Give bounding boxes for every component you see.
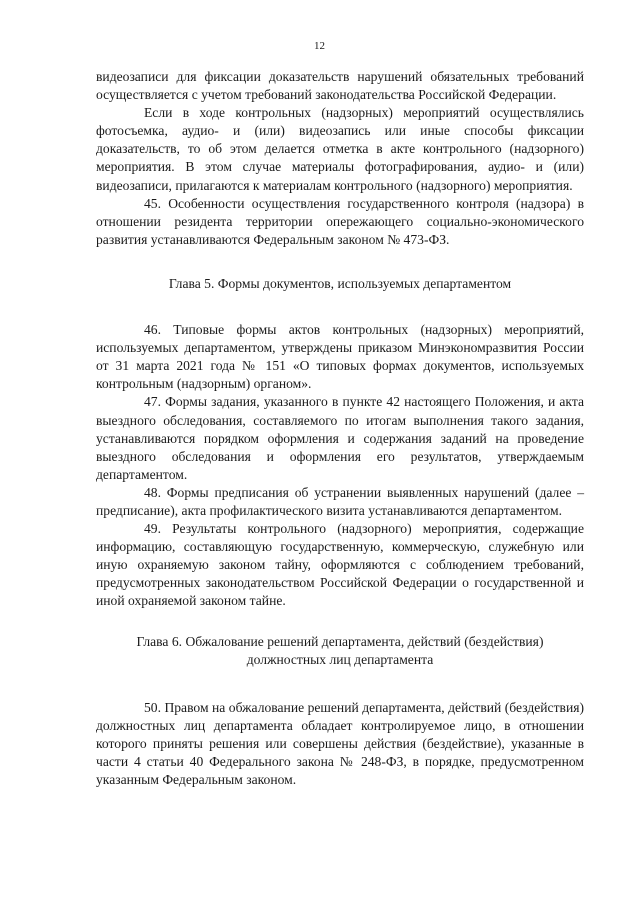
chapter-6-heading-line-2: должностных лиц департамента (246, 651, 434, 667)
paragraph-49: 49. Результаты контрольного (надзорного) мероприятия, содержащие информацию, составляющую государственную, коммерческую, служебную или иную охраняемую законом тайну, оформляются с соблюдением требований, предусмотренных законодательством Российской Федерации о государственной и иной охраняемой законом тайне. (96, 521, 584, 609)
paragraph-46: 46. Типовые формы актов контрольных (надзорных) мероприятий, используемых департаментом, утверждены приказом Минэкономразвития России от 31 марта 2021 года № 151 «О типовых формах документов, используемых контрольным (надзорным) органом». (96, 322, 584, 392)
paragraph-continuation: видеозаписи для фиксации доказательств нарушений обязательных требований осуществляется с учетом требований законодательства Российской Федерации. (96, 69, 584, 103)
chapter-6-heading-line-1: Глава 6. Обжалование решений департамента, действий (бездействия) (136, 633, 544, 649)
paragraph-45: 45. Особенности осуществления государственного контроля (надзора) в отношении резидента территории опережающего социально-экономического развития устанавливаются Федеральным законом № 473-ФЗ. (96, 195, 584, 247)
document-body (96, 68, 584, 789)
paragraph-photo-fixation: Если в ходе контрольных (надзорных) мероприятий осуществлялись фотосъемка, аудио- и (или) видеозапись или иные способы фиксации доказательств, то об этом делается отметка в акте контрольного (надзорного) мероприятия. В этом случае материалы фотографирования, аудио- и (или) видеозаписи, прилагаются к материалам контрольного (надзорного) мероприятия. (96, 105, 584, 193)
chapter-5-heading: Глава 5. Формы документов, используемых департаментом (168, 275, 512, 291)
paragraph-47: 47. Формы задания, указанного в пункте 42 настоящего Положения, и акта выездного обследования, составляемого по итогам выполнения такого задания, устанавливаются порядком оформления и содержания заданий на проведение выездного обследования и оформления его результатов, утверждаемым департаментом. (96, 394, 584, 482)
page-number: 12 (314, 40, 325, 52)
paragraph-50: 50. Правом на обжалование решений департамента, действий (бездействия) должностных лиц департамента обладает контролируемое лицо, в отношении которого приняты решения или совершены действия (бездействие), указанные в части 4 статьи 40 Федерального закона № 248-ФЗ, в порядке, предусмотренном указанным Федеральным законом. (96, 699, 584, 788)
paragraph-48: 48. Формы предписания об устранении выявленных нарушений (далее – предписание), акта профилактического визита устанавливаются департаментом. (96, 484, 584, 518)
